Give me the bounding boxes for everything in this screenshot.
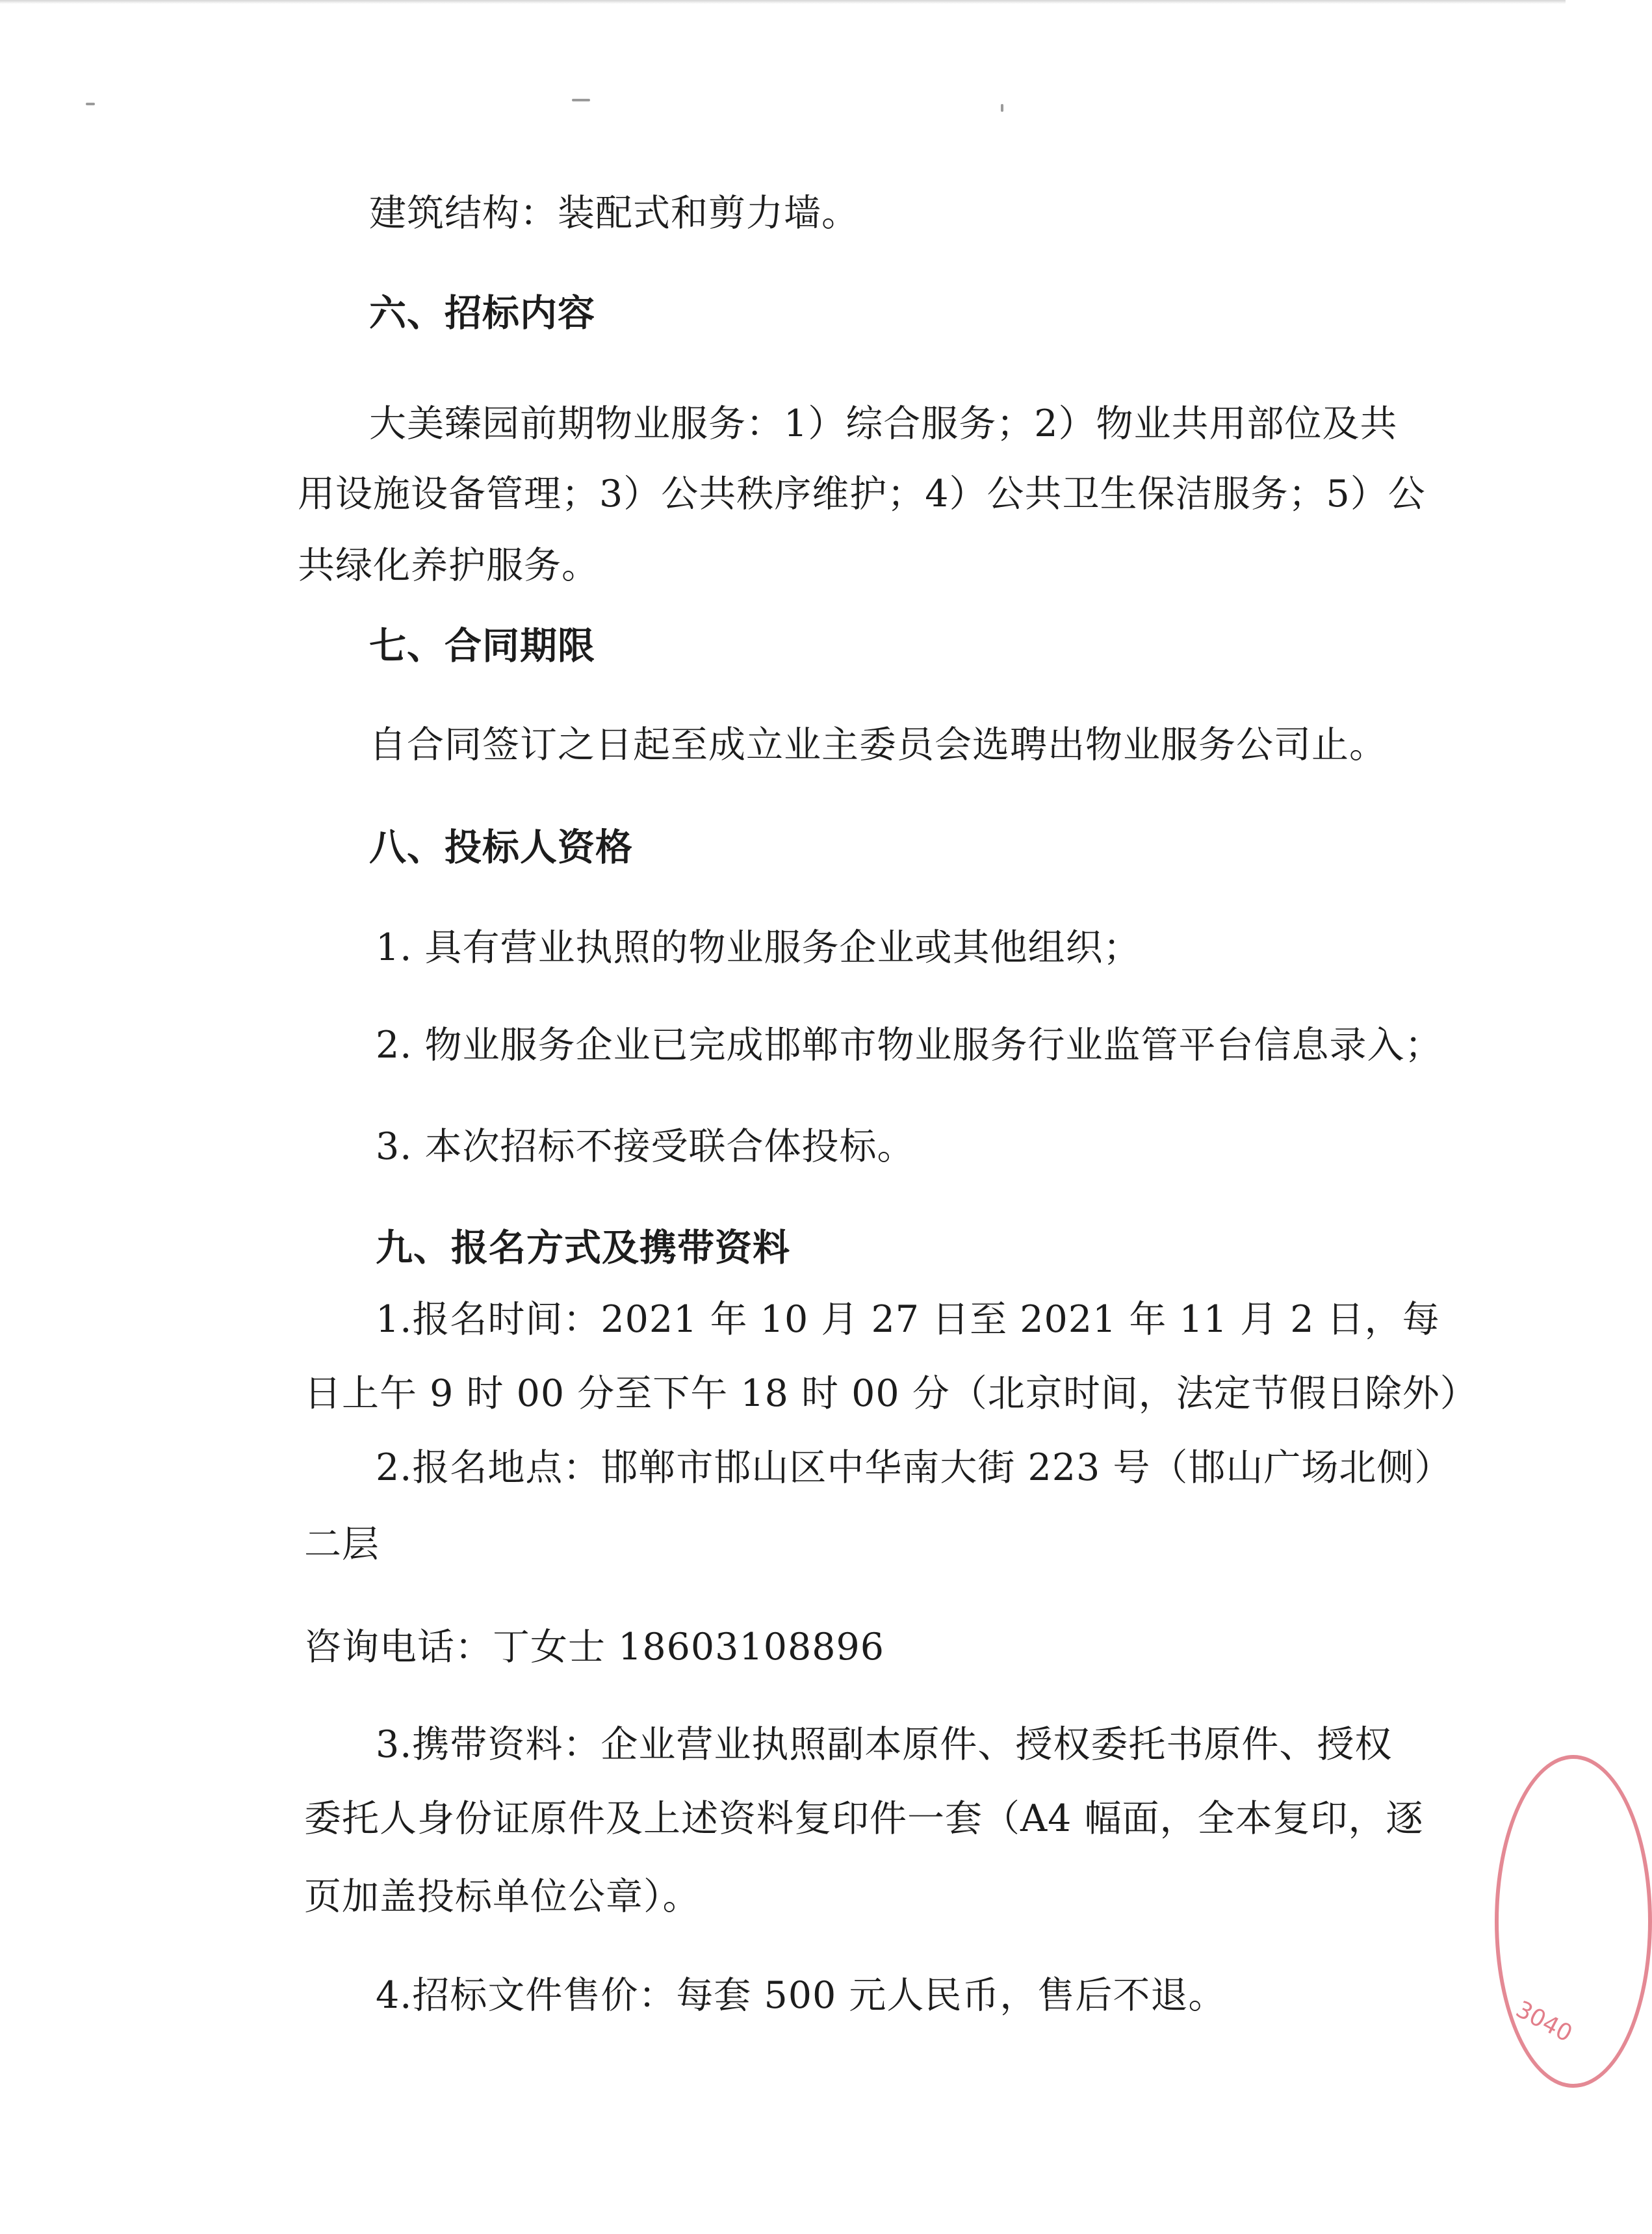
scan-speck [86, 103, 95, 105]
scan-top-edge [0, 0, 1566, 4]
qualification-item-3: 3. 本次招标不接受联合体投标。 [376, 1125, 915, 1168]
contact-phone-line: 咨询电话：丁女士 18603108896 [304, 1626, 885, 1669]
qualification-item-2: 2. 物业服务企业已完成邯郸市物业服务行业监管平台信息录入； [376, 1024, 1443, 1067]
section-heading-bidder-qualification: 八、投标人资格 [369, 825, 633, 869]
registration-place-line-1: 2.报名地点：邯郸市邯山区中华南大街 223 号（邯山广场北侧） [376, 1446, 1452, 1489]
document-price-line: 4.招标文件售价：每套 500 元人民币，售后不退。 [376, 1974, 1226, 2017]
seal-number-text: 3040 [1511, 1995, 1577, 2048]
structure-line: 建筑结构：装配式和剪力墙。 [369, 192, 859, 235]
scan-speck [1001, 104, 1003, 112]
materials-line-1: 3.携带资料：企业营业执照副本原件、授权委托书原件、授权 [376, 1723, 1393, 1766]
materials-line-2: 委托人身份证原件及上述资料复印件一套（A4 幅面，全本复印，逐 [304, 1797, 1424, 1840]
bidding-content-line-2: 用设施设备管理；3）公共秩序维护；4）公共卫生保洁服务；5）公 [298, 473, 1426, 515]
registration-time-line-2: 日上午 9 时 00 分至下午 18 时 00 分（北京时间，法定节假日除外） [304, 1372, 1478, 1415]
contract-term-text: 自合同签订之日起至成立业主委员会选聘出物业服务公司止。 [369, 723, 1387, 766]
section-heading-bidding-content: 六、招标内容 [369, 291, 595, 335]
scan-speck [572, 99, 590, 101]
section-heading-contract-term: 七、合同期限 [369, 624, 595, 668]
section-heading-registration: 九、报名方式及携带资料 [376, 1226, 790, 1269]
qualification-item-1: 1. 具有营业执照的物业服务企业或其他组织； [376, 926, 1141, 969]
bidding-content-line-3: 共绿化养护服务。 [298, 544, 599, 587]
materials-line-3: 页加盖投标单位公章）。 [304, 1875, 701, 1918]
registration-time-line-1: 1.报名时间：2021 年 10 月 27 日至 2021 年 11 月 2 日，每 [376, 1298, 1440, 1341]
official-seal-stamp [1495, 1755, 1652, 2088]
registration-place-line-2: 二层 [304, 1523, 380, 1566]
bidding-content-line-1: 大美臻园前期物业服务：1）综合服务；2）物业共用部位及共 [369, 402, 1398, 445]
